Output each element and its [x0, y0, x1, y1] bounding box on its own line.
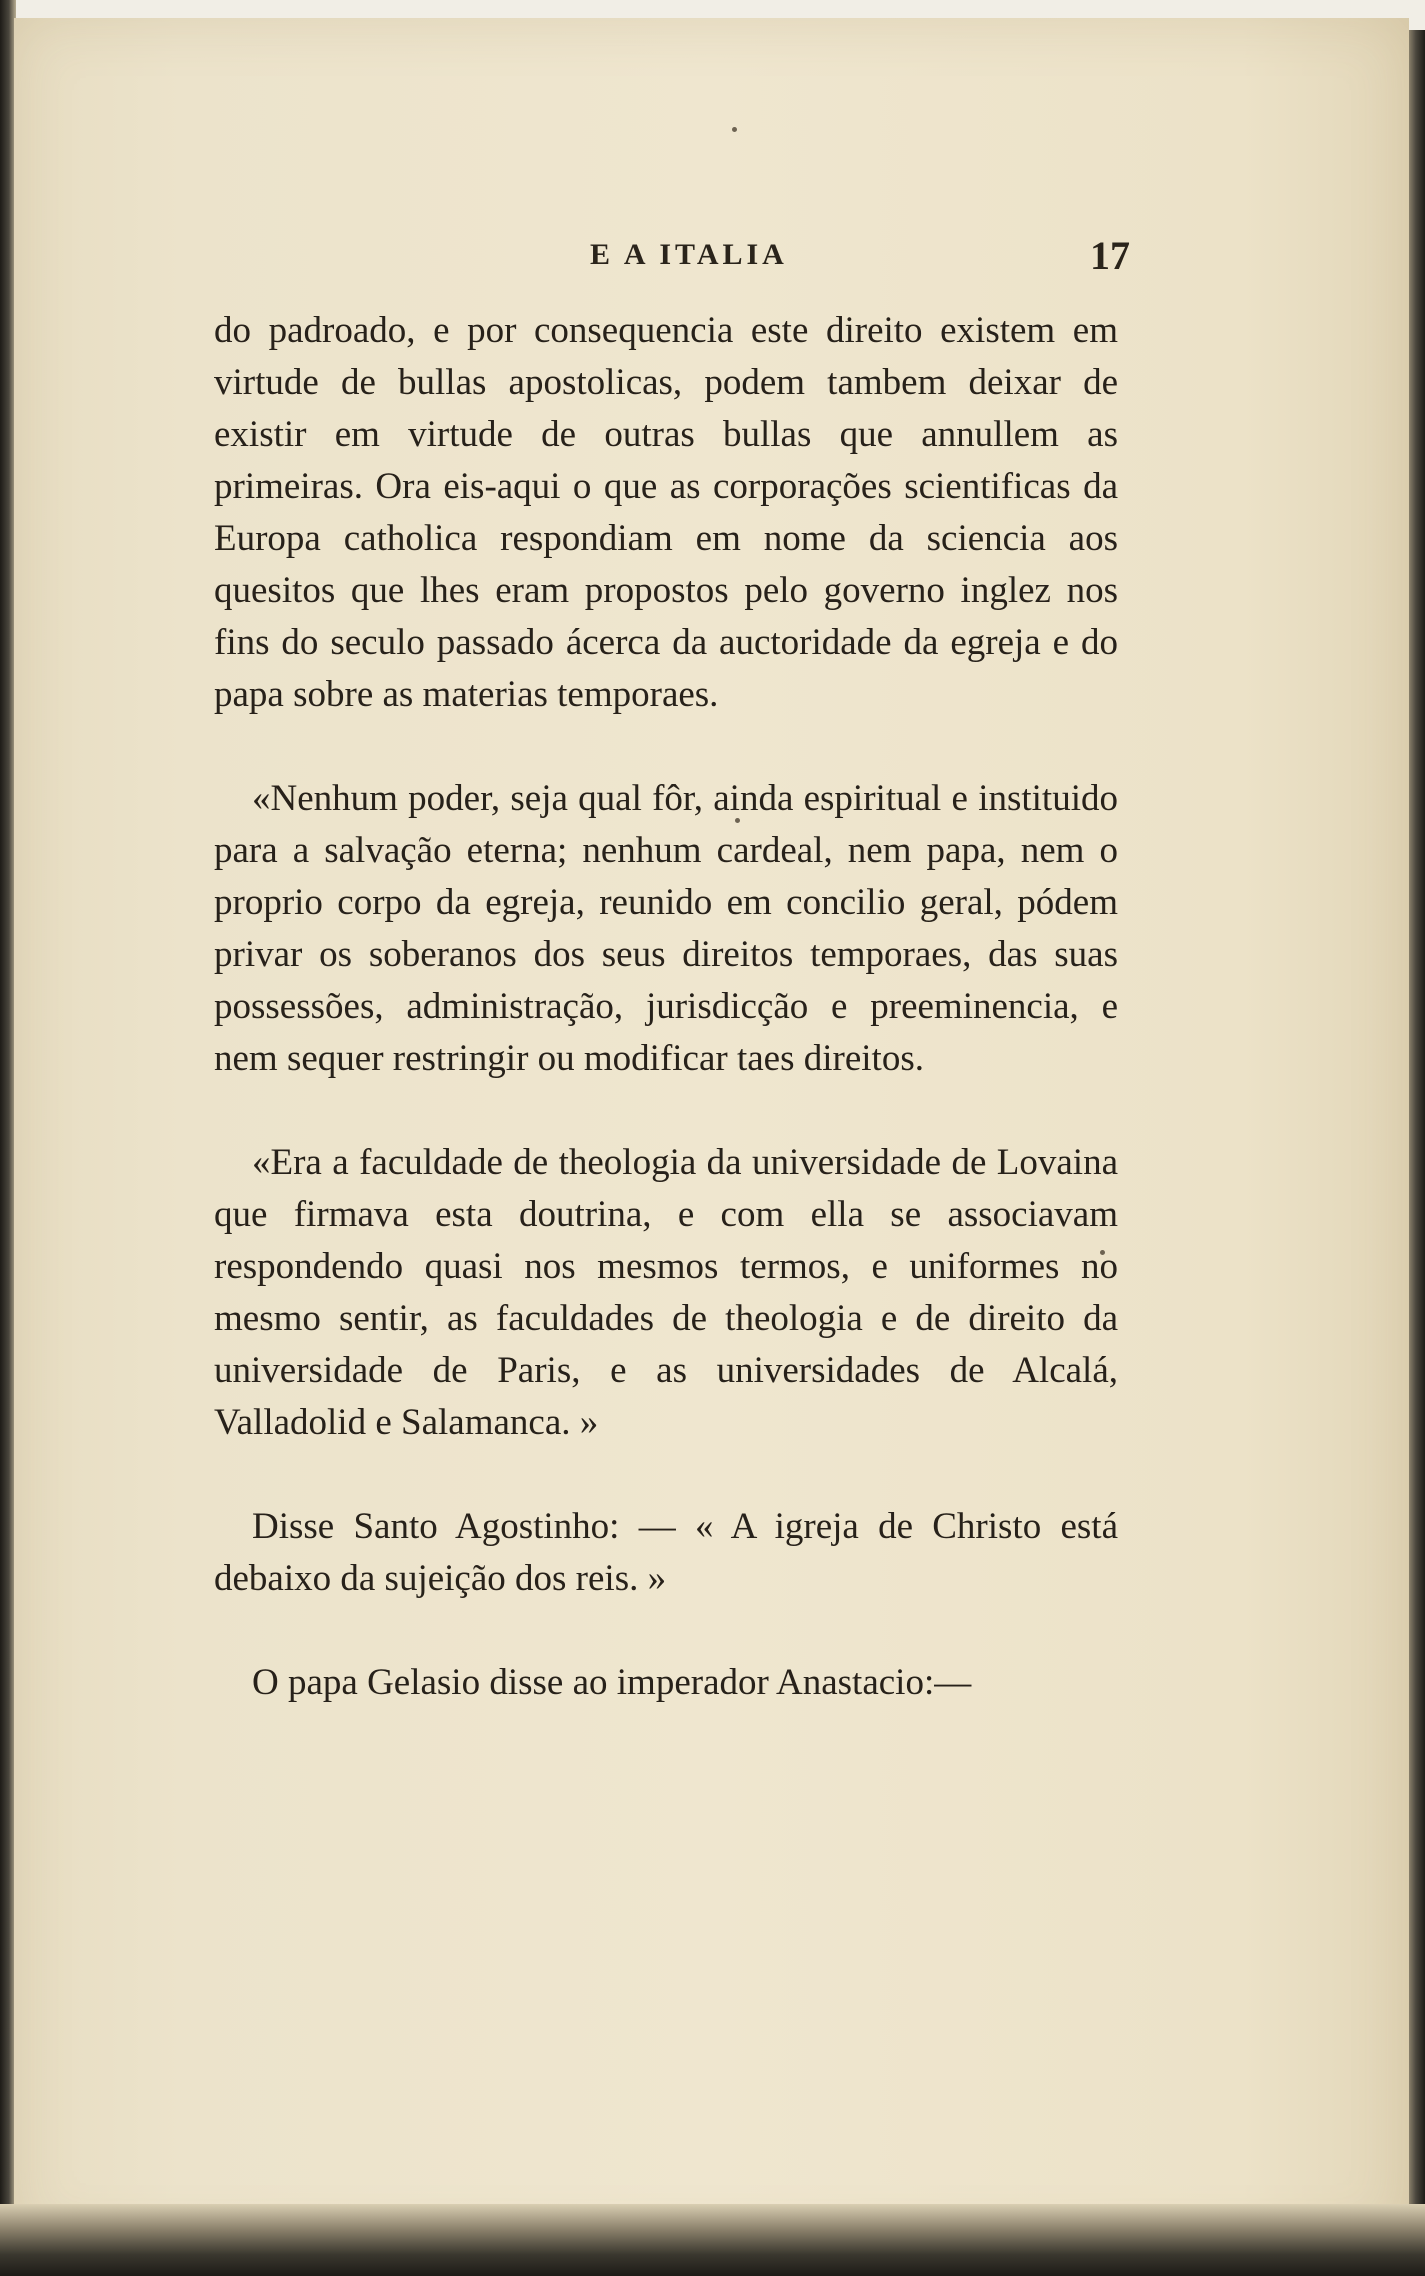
paragraph-3: «Era a faculdade de theologia da universidade de Lovaina que firmava esta doutrina, e com ella se associavam respondendo quasi nos mesmos termos, e uniformes no mesmo sentir, as faculdades de theologia e de direito da universidade de Paris, e as universidades de Alcalá, Valladolid e Salamanca. » [214, 1142, 1118, 1443]
running-head [210, 232, 1130, 278]
paragraph-4: Disse Santo Agostinho: — « A igreja de Christo está debaixo da sujeição dos reis. » [214, 1506, 1118, 1599]
page-number: 17 [1090, 233, 1130, 278]
running-title: E A ITALIA [590, 238, 788, 271]
paragraph-5: O papa Gelasio disse ao imperador Anastacio:— [252, 1662, 972, 1703]
scan-right-edge [1407, 30, 1425, 2276]
body-text [214, 305, 1118, 1709]
paragraph-2: «Nenhum poder, seja qual fôr, ainda espiritual e instituido para a salvação eterna; nenhum cardeal, nem papa, nem o proprio corpo da egreja, reunido em concilio geral, pódem privar os soberanos dos seus direitos temporaes, das suas possessões, administração, jurisdicção e preeminencia, e nem sequer restringir ou modificar taes direitos. [214, 778, 1118, 1079]
scan-bottom-edge [0, 2204, 1425, 2276]
paragraph-1: do padroado, e por consequencia este direito existem em virtude de bullas apostolicas, podem tambem deixar de existir em virtude de outras bullas que annullem as primeiras. Ora eis-aqui o que as corporações scientificas da Europa catholica respondiam em nome da sciencia aos quesitos que lhes eram propostos pelo governo inglez nos fins do seculo passado ácerca da auctoridade da egreja e do papa sobre as materias temporaes. [214, 310, 1118, 715]
paper-speck [732, 127, 737, 132]
